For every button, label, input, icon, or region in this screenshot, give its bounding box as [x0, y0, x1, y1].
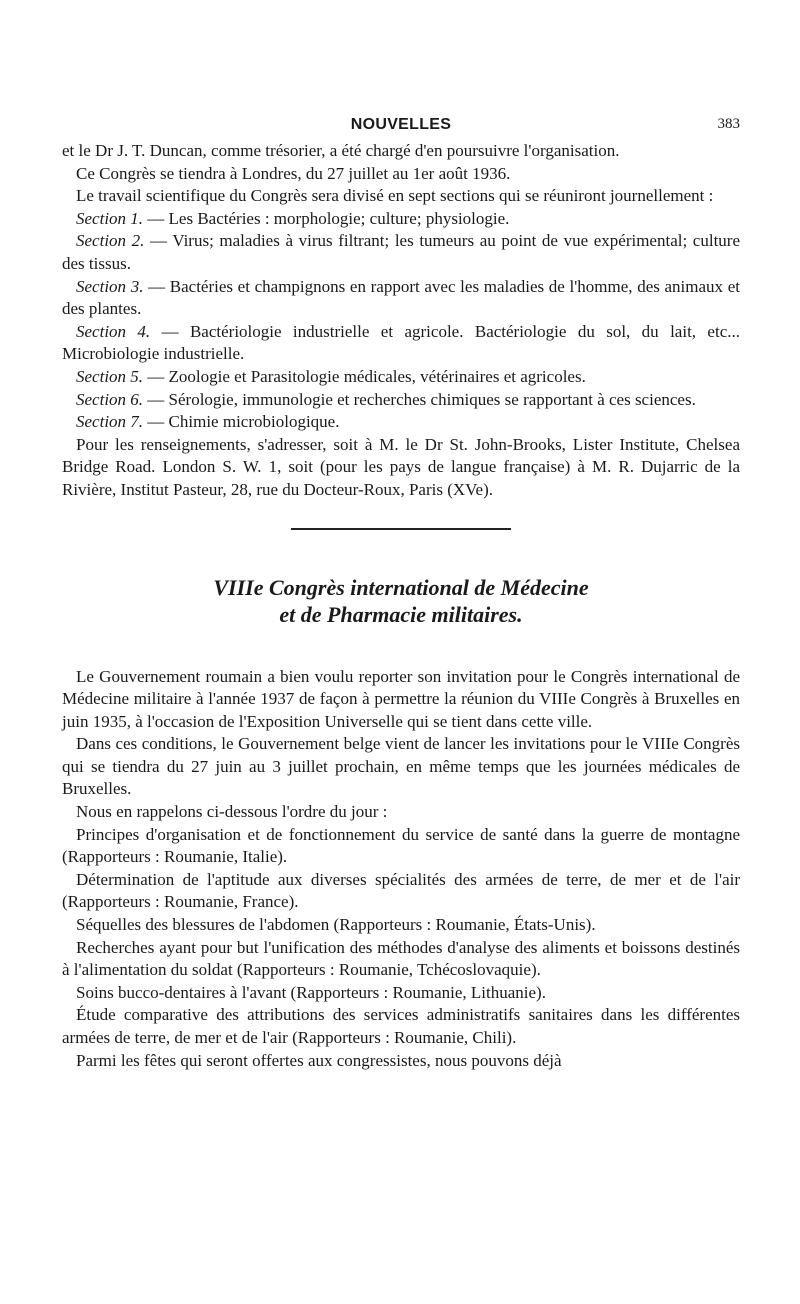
section-item — [62, 276, 740, 321]
section-divider — [291, 528, 511, 530]
paragraph: Dans ces conditions, le Gouvernement belge vient de lancer les invitations pour le VIIIe Congrès qui se tiendra du 27 juin au 3 juillet prochain, en même temps que les journées médicales de Bruxelles. — [62, 734, 740, 799]
section-label: Section 3. — [76, 276, 144, 296]
article-title-line-2: et de Pharmacie militaires. — [279, 601, 523, 627]
article-title — [62, 574, 740, 628]
section-item — [62, 411, 740, 434]
paragraph: Ce Congrès se tiendra à Londres, du 27 juillet au 1er août 1936. — [76, 163, 511, 183]
section-item — [62, 389, 740, 412]
paragraph: Pour les renseignements, s'adresser, soit à M. le Dr St. John-Brooks, Lister Institute, Chelsea Bridge Road. London S. W. 1, soit (pour les pays de langue française) à M. R. Dujarric de la Rivière, Institut Pasteur, 28, rue du Docteur-Roux, Paris (XVe). — [62, 434, 740, 499]
section-text: — Zoologie et Parasitologie médicales, vétérinaires et agricoles. — [143, 366, 586, 386]
section-label: Section 2. — [76, 231, 145, 251]
section-item — [62, 366, 740, 389]
paragraph: Séquelles des blessures de l'abdomen (Rapporteurs : Roumanie, États-Unis). — [76, 915, 596, 935]
section-item — [62, 230, 740, 275]
section-item — [62, 321, 740, 366]
running-head-title: NOUVELLES — [350, 116, 452, 133]
paragraph: et le Dr J. T. Duncan, comme trésorier, a été chargé d'en poursuivre l'organisation. — [62, 141, 620, 160]
section-text: — Chimie microbiologique. — [143, 412, 340, 432]
paragraph: Détermination de l'aptitude aux diverses spécialités des armées de terre, de mer et de l'air (Rapporteurs : Roumanie, France). — [62, 869, 740, 912]
section-text: — Les Bactéries : morphologie; culture; physiologie. — [143, 208, 510, 228]
running-head — [62, 112, 740, 136]
section-label: Section 5. — [76, 366, 144, 386]
paragraph: Le Gouvernement roumain a bien voulu reporter son invitation pour le Congrès international de Médecine militaire à l'année 1937 de façon à permettre la réunion du VIIIe Congrès à Bruxelles en juin 1935, à l'occasion de l'Exposition Universelle qui se tient dans cette ville. — [62, 666, 740, 731]
section-label: Section 1. — [76, 208, 144, 228]
paragraph: Le travail scientifique du Congrès sera divisé en sept sections qui se réuniront journellement : — [76, 186, 714, 206]
section-text: — Virus; maladies à virus filtrant; les tumeurs au point de vue expérimental; culture des tissus. — [62, 231, 740, 273]
section-item — [62, 208, 740, 231]
section-label: Section 6. — [76, 389, 144, 409]
article-title-line-1: VIIIe Congrès international de Médecine — [213, 574, 589, 600]
section-text: — Bactéries et champignons en rapport avec les maladies de l'homme, des animaux et des plantes. — [62, 276, 740, 319]
section-label: Section 7. — [76, 412, 144, 432]
page-number: 383 — [717, 116, 740, 132]
section-text: — Sérologie, immunologie et recherches chimiques se rapportant à ces sciences. — [143, 389, 696, 409]
paragraph: Soins bucco-dentaires à l'avant (Rapporteurs : Roumanie, Lithuanie). — [76, 982, 546, 1002]
paragraph: Recherches ayant pour but l'unification des méthodes d'analyse des aliments et boissons destinés à l'alimentation du soldat (Rapporteurs : Roumanie, Tchécoslovaquie). — [62, 937, 740, 980]
page — [62, 112, 740, 1072]
paragraph: Étude comparative des attributions des services administratifs sanitaires dans les différentes armées de terre, de mer et de l'air (Rapporteurs : Roumanie, Chili). — [62, 1005, 740, 1047]
military-medicine-congress-section — [62, 666, 740, 1073]
paragraph: Nous en rappelons ci-dessous l'ordre du jour : — [76, 802, 388, 822]
section-label: Section 4. — [76, 321, 151, 341]
paragraph: Principes d'organisation et de fonctionnement du service de santé dans la guerre de montagne (Rapporteurs : Roumanie, Italie). — [62, 824, 740, 867]
microbiology-congress-section — [62, 140, 740, 502]
paragraph: Parmi les fêtes qui seront offertes aux congressistes, nous pouvons déjà — [76, 1050, 562, 1070]
section-text: — Bactériologie industrielle et agricole. Bactériologie du sol, du lait, etc... Microbiologie industrielle. — [62, 321, 740, 364]
